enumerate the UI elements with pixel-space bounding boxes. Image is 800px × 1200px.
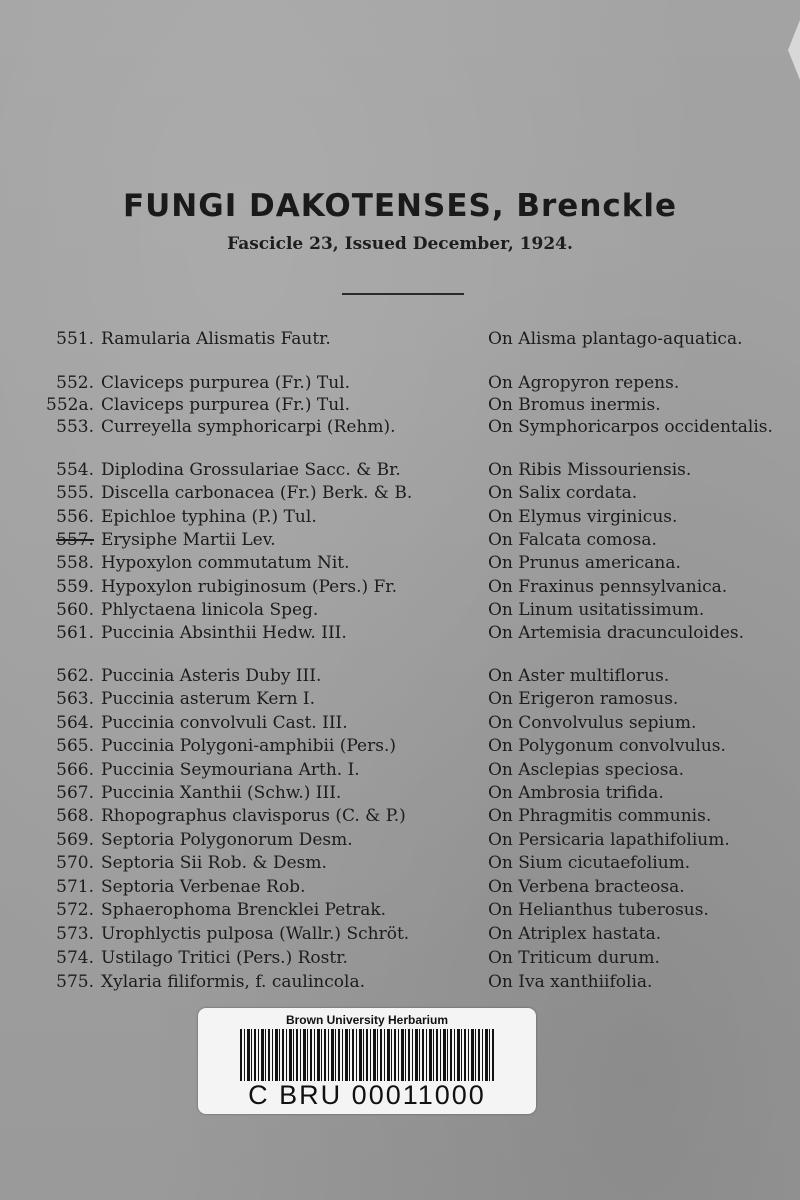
entry-host: On Triticum durum. <box>488 948 660 968</box>
entry-species: Curreyella symphoricarpi (Rehm). <box>101 417 396 437</box>
entry-host: On Helianthus tuberosus. <box>488 900 709 920</box>
entry-host: On Bromus inermis. <box>488 395 661 415</box>
entry-host: On Prunus americana. <box>488 553 681 573</box>
entry-number: 555. <box>56 483 94 503</box>
entry-host: On Polygonum convolvulus. <box>488 736 726 756</box>
entry-host: On Symphoricarpos occidentalis. <box>488 417 773 437</box>
entry-number: 565. <box>56 736 94 756</box>
entry-number: 568. <box>56 806 94 826</box>
entry-species: Puccinia Absinthii Hedw. III. <box>101 623 347 643</box>
entry-species: Septoria Sii Rob. & Desm. <box>101 853 327 873</box>
entry-number: 551. <box>56 329 94 349</box>
entry-number: 554. <box>56 460 94 480</box>
herbarium-name: Brown University Herbarium <box>285 1013 449 1027</box>
entry-number: 560. <box>56 600 94 620</box>
entry-host: On Fraxinus pennsylvanica. <box>488 577 728 597</box>
entry-host: On Asclepias speciosa. <box>488 760 685 780</box>
entry-number: 552. <box>56 373 94 393</box>
entry-host: On Erigeron ramosus. <box>488 689 679 709</box>
entry-number: 572. <box>56 900 94 920</box>
entry-number: 563. <box>56 689 94 709</box>
entry-species: Puccinia asterum Kern I. <box>101 689 316 709</box>
entry-host: On Sium cicutaefolium. <box>488 853 691 873</box>
entry-number: 573. <box>56 924 94 944</box>
barcode-label <box>198 1008 536 1114</box>
entry-number: 553. <box>56 417 94 437</box>
entry-host: On Iva xanthiifolia. <box>488 972 653 992</box>
entry-species: Puccinia Seymouriana Arth. I. <box>101 760 360 780</box>
entry-host: On Ribis Missouriensis. <box>488 460 692 480</box>
entry-species: Urophlyctis pulposa (Wallr.) Schröt. <box>101 924 410 944</box>
title-divider <box>342 293 464 295</box>
entry-host: On Ambrosia trifida. <box>488 783 664 803</box>
entry-host: On Atriplex hastata. <box>488 924 662 944</box>
entry-species: Puccinia convolvuli Cast. III. <box>101 713 348 733</box>
entry-species: Claviceps purpurea (Fr.) Tul. <box>101 395 350 415</box>
entry-species: Ustilago Tritici (Pers.) Rostr. <box>101 948 348 968</box>
entry-host: On Alisma plantago-aquatica. <box>488 329 743 349</box>
entry-number: 558. <box>56 553 94 573</box>
entry-host: On Persicaria lapathifolium. <box>488 830 730 850</box>
entry-host: On Falcata comosa. <box>488 530 657 550</box>
entry-number: 575. <box>56 972 94 992</box>
entry-number: 556. <box>56 507 94 527</box>
entry-species: Ramularia Alismatis Fautr. <box>101 329 331 349</box>
entry-host: On Elymus virginicus. <box>488 507 678 527</box>
entry-number: 561. <box>56 623 94 643</box>
catalog-number: C BRU 00011000 <box>248 1080 486 1110</box>
entry-species: Sphaerophoma Brencklei Petrak. <box>101 900 387 920</box>
entry-host: On Convolvulus sepium. <box>488 713 697 733</box>
entry-number: 570. <box>56 853 94 873</box>
page-title: FUNGI DAKOTENSES, Brenckle <box>122 188 678 224</box>
entry-number: 567. <box>56 783 94 803</box>
entry-number: 574. <box>56 948 94 968</box>
barcode-icon <box>240 1029 494 1081</box>
page-corner <box>788 20 800 80</box>
entry-number: 557. <box>56 530 94 550</box>
entry-species: Phlyctaena linicola Speg. <box>101 600 319 620</box>
entry-number: 564. <box>56 713 94 733</box>
entry-species: Xylaria filiformis, f. caulincola. <box>101 972 365 992</box>
entry-species: Erysiphe Martii Lev. <box>101 530 276 550</box>
entry-species: Rhopographus clavisporus (C. & P.) <box>101 806 406 826</box>
entry-host: On Verbena bracteosa. <box>488 877 685 897</box>
entry-species: Septoria Verbenae Rob. <box>101 877 306 897</box>
entry-host: On Salix cordata. <box>488 483 638 503</box>
entry-species: Septoria Polygonorum Desm. <box>101 830 353 850</box>
entry-species: Diplodina Grossulariae Sacc. & Br. <box>101 460 401 480</box>
entry-species: Hypoxylon rubiginosum (Pers.) Fr. <box>101 577 397 597</box>
entry-host: On Aster multiflorus. <box>488 666 670 686</box>
page-subtitle: Fascicle 23, Issued December, 1924. <box>227 234 573 254</box>
entry-number: 552a. <box>46 395 94 415</box>
entry-species: Hypoxylon commutatum Nit. <box>101 553 350 573</box>
entry-species: Epichloe typhina (P.) Tul. <box>101 507 317 527</box>
entry-species: Claviceps purpurea (Fr.) Tul. <box>101 373 350 393</box>
entry-host: On Agropyron repens. <box>488 373 680 393</box>
entry-host: On Phragmitis communis. <box>488 806 712 826</box>
entry-species: Discella carbonacea (Fr.) Berk. & B. <box>101 483 413 503</box>
entry-species: Puccinia Xanthii (Schw.) III. <box>101 783 342 803</box>
entry-number: 562. <box>56 666 94 686</box>
entry-species: Puccinia Asteris Duby III. <box>101 666 322 686</box>
entry-number: 566. <box>56 760 94 780</box>
entry-host: On Artemisia dracunculoides. <box>488 623 745 643</box>
entry-species: Puccinia Polygoni-amphibii (Pers.) <box>101 736 397 756</box>
entry-number: 559. <box>56 577 94 597</box>
entry-number: 569. <box>56 830 94 850</box>
entry-host: On Linum usitatissimum. <box>488 600 705 620</box>
entry-number: 571. <box>56 877 94 897</box>
